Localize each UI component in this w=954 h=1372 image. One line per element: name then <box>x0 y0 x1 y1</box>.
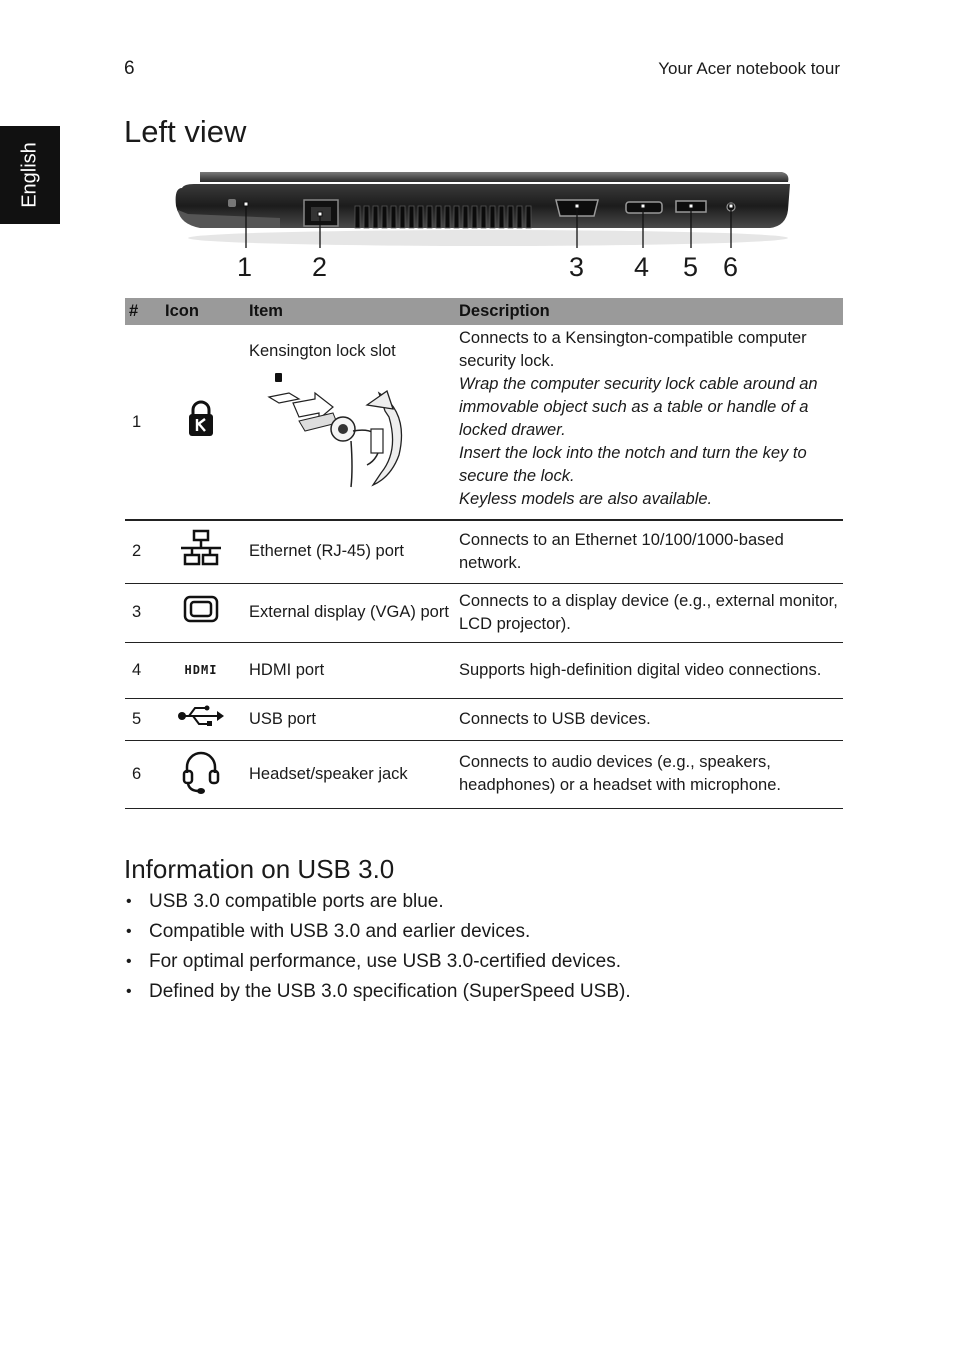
callout-3: 3 <box>569 252 585 282</box>
row-description: Supports high-definition digital video connections. <box>455 642 843 698</box>
table-row <box>125 642 843 698</box>
row-item: Ethernet (RJ-45) port <box>245 520 455 583</box>
table-row <box>125 325 843 520</box>
headset-icon <box>181 747 221 795</box>
col-header-num: # <box>125 298 157 325</box>
list-item: • For optimal performance, use USB 3.0-certified devices. <box>124 949 631 979</box>
usb-icon <box>177 705 225 727</box>
row-num: 1 <box>125 325 157 520</box>
row-num: 6 <box>125 740 157 808</box>
table-row <box>125 583 843 642</box>
list-item: • USB 3.0 compatible ports are blue. <box>124 889 631 919</box>
kensington-lock-illustration <box>249 369 409 489</box>
row-description: Connects to an Ethernet 10/100/1000-based network. <box>455 520 843 583</box>
row-icon-cell <box>157 520 245 583</box>
callout-2: 2 <box>312 252 328 282</box>
row-icon-cell <box>157 698 245 740</box>
row-num: 5 <box>125 698 157 740</box>
laptop-left-side-illustration <box>170 166 800 250</box>
table-header-row <box>125 298 843 325</box>
row-icon-cell <box>157 583 245 642</box>
row-icon-cell <box>157 740 245 808</box>
col-header-description: Description <box>455 298 843 325</box>
row-item: External display (VGA) port <box>245 583 455 642</box>
callout-6: 6 <box>723 252 739 282</box>
table-row <box>125 740 843 808</box>
row-item: HDMI port <box>245 642 455 698</box>
callout-5: 5 <box>683 252 699 282</box>
vga-icon <box>183 595 219 623</box>
kensington-lock-icon <box>186 400 216 438</box>
row-item-cell <box>245 325 455 520</box>
usb-info-list <box>124 889 631 1009</box>
language-tab <box>0 126 60 224</box>
table-row <box>125 698 843 740</box>
row-note: Wrap the computer security lock cable around an immovable object such as a table or handle of a locked drawer. <box>459 375 818 439</box>
row-item: USB port <box>245 698 455 740</box>
row-note: Insert the lock into the notch and turn the key to secure the lock. <box>459 444 807 485</box>
row-item: Kensington lock slot <box>249 342 396 360</box>
list-item: • Compatible with USB 3.0 and earlier devices. <box>124 919 631 949</box>
row-description: Connects to a display device (e.g., external monitor, LCD projector). <box>455 583 843 642</box>
row-num: 3 <box>125 583 157 642</box>
col-header-item: Item <box>245 298 455 325</box>
ethernet-icon <box>179 529 223 567</box>
row-description-cell <box>455 325 843 520</box>
row-description: Connects to USB devices. <box>455 698 843 740</box>
language-tab-label: English <box>18 142 41 208</box>
row-item: Headset/speaker jack <box>245 740 455 808</box>
page-number: 6 <box>124 58 135 79</box>
row-description: Connects to audio devices (e.g., speakers, headphones) or a headset with microphone. <box>455 740 843 808</box>
row-num: 2 <box>125 520 157 583</box>
list-item: • Defined by the USB 3.0 specification (SuperSpeed USB). <box>124 979 631 1009</box>
row-icon-cell <box>157 642 245 698</box>
running-title: Your Acer notebook tour <box>658 59 840 78</box>
row-description: Connects to a Kensington-compatible computer security lock. <box>459 329 807 370</box>
row-num: 4 <box>125 642 157 698</box>
row-note: Keyless models are also available. <box>459 490 713 508</box>
callout-4: 4 <box>634 252 650 282</box>
callout-1: 1 <box>237 252 253 282</box>
hdmi-icon: HDMI <box>184 663 218 677</box>
section-title: Left view <box>124 114 247 149</box>
col-header-icon: Icon <box>157 298 245 325</box>
table-row <box>125 520 843 583</box>
usb-info-title: Information on USB 3.0 <box>124 854 395 884</box>
ports-table <box>125 298 843 809</box>
row-icon-cell <box>157 325 245 520</box>
